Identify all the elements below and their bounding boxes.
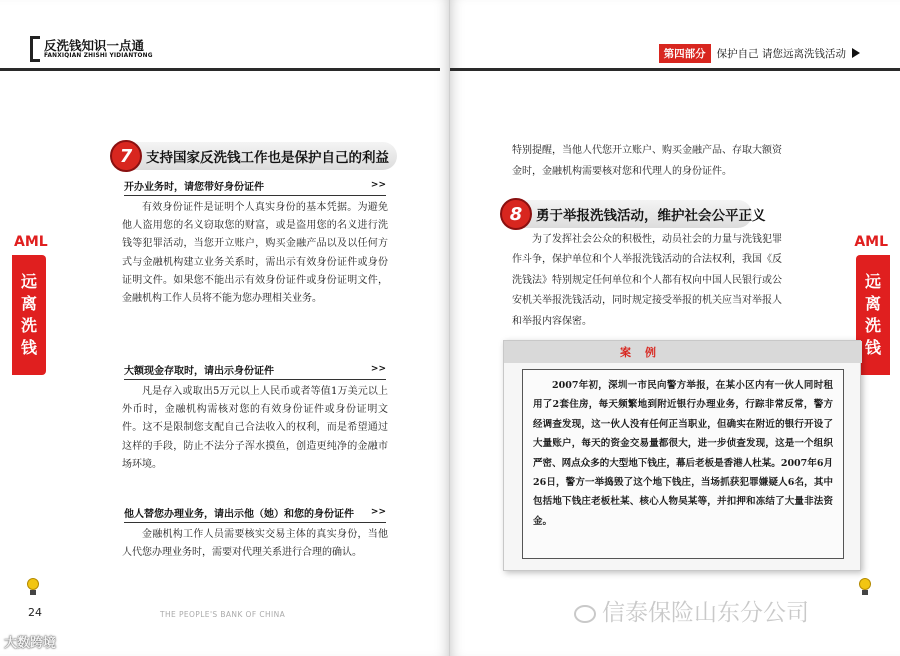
arrow-right-icon bbox=[852, 48, 860, 58]
side-tab-char: 离 bbox=[20, 294, 37, 313]
section-number-badge: 8 bbox=[500, 198, 532, 230]
bracket-icon bbox=[30, 36, 40, 62]
aml-label: AML bbox=[854, 234, 888, 250]
side-tab-char: 远 bbox=[20, 272, 37, 291]
watermark-right bbox=[574, 594, 809, 627]
book-title: 反洗钱知识一点通 bbox=[44, 38, 145, 53]
lightbulb-icon bbox=[26, 578, 40, 596]
part-badge: 第四部分 bbox=[659, 44, 711, 63]
case-text: 2007年初，深圳一市民向警方举报，在某小区内有一伙人同时租用了2套住房，每天频繁地到附近银行办理业务，行踪非常反常，警方经调查发现，这一伙人没有任何正当职业，但确实在附近的银行开设了大量账户，每天的资金交易量都很大，进一步侦查发现，这是一个组织严密、网点众多的大型地下钱庄，幕后老板是香港人杜某。2007年6月26日，警方一举捣毁了这个地下钱庄，当场抓获犯罪嫌疑人6名，其中包括地下钱庄老板杜某、核心人物吴某等，并扣押和冻结了大量非法资金。 bbox=[533, 380, 833, 527]
subsection-heading-1: 开办业务时，请您带好身份证件 >> bbox=[124, 178, 386, 196]
reminder-paragraph: 特别提醒，当他人代您开立账户、购买金融产品、存取大额资金时，金融机构需要核对您和代理人的身份证件。 bbox=[512, 145, 782, 177]
side-tab-char: 钱 bbox=[864, 338, 881, 357]
watermark-right-text: 信泰保险山东分公司 bbox=[602, 600, 809, 626]
section-7-title: 支持国家反洗钱工作也是保护自己的利益 bbox=[146, 150, 389, 166]
lightbulb-icon bbox=[858, 578, 872, 596]
subsection-heading-3: 他人替您办理业务，请出示他（她）和您的身份证件 >> bbox=[124, 505, 386, 523]
chevron-icon: >> bbox=[370, 364, 386, 374]
subsection-text-1: 有效身份证件是证明个人真实身份的基本凭据。为避免他人盗用您的名义窃取您的财富，或是盗用您的名义进行洗钱等犯罪活动，当您开立账户，购买金融产品以及以任何方式与金融机构建立业务关系时，需出示有效身份证件或身份证明文件。如果您不能出示有效身份证件或身份证明文件，金融机构工作人员将不能为您办理相关业务。 bbox=[122, 202, 388, 305]
case-box bbox=[503, 340, 861, 571]
side-tab-char: 钱 bbox=[20, 338, 37, 357]
right-page bbox=[450, 0, 900, 656]
side-tab-char: 远 bbox=[864, 272, 881, 291]
watermark-left: 大数跨境 bbox=[4, 636, 57, 651]
case-content-frame bbox=[522, 369, 844, 559]
side-tab-char: 洗 bbox=[864, 316, 881, 335]
footer-bank-name: THE PEOPLE'S BANK OF CHINA bbox=[160, 610, 286, 619]
wechat-icon bbox=[574, 605, 596, 623]
subsection-text-3: 金融机构工作人员需要核实交易主体的真实身份，当他人代您办理业务时，需要对代理关系进行合理的确认。 bbox=[122, 529, 388, 559]
side-tab-char: 洗 bbox=[20, 316, 37, 335]
subsection-text-2: 凡是存入或取出5万元以上人民币或者等值1万美元以上外币时，金融机构需核对您的有效身份证件或身份证明文件。这不是限制您支配自己合法收入的权利，而是希望通过这样的手段，防止不法分子浑水摸鱼，创造更纯净的金融市场环境。 bbox=[122, 386, 388, 470]
section-8-heading bbox=[502, 200, 766, 228]
part-title: 保护自己 请您远离洗钱活动 bbox=[716, 47, 846, 60]
header-rule bbox=[0, 68, 440, 71]
subsection-heading-2: 大额现金存取时，请出示身份证件 >> bbox=[124, 362, 386, 380]
book-pinyin: FANXIQIAN ZHISHI YIDIANTONG bbox=[44, 53, 153, 59]
header-logo bbox=[30, 36, 180, 66]
case-label: 案例 bbox=[620, 346, 670, 359]
aml-label: AML bbox=[14, 234, 48, 250]
section-7-heading bbox=[112, 142, 397, 170]
chevron-icon: >> bbox=[370, 507, 386, 517]
side-tab-left bbox=[12, 255, 46, 375]
side-tab-char: 离 bbox=[864, 294, 881, 313]
page-number-left: 24 bbox=[28, 606, 42, 619]
section-number-badge: 7 bbox=[110, 140, 142, 172]
section-8-title: 勇于举报洗钱活动，维护社会公平正义 bbox=[536, 208, 766, 224]
chevron-icon: >> bbox=[370, 180, 386, 190]
part-header bbox=[659, 44, 860, 62]
header-rule bbox=[450, 68, 900, 71]
section-8-text: 为了发挥社会公众的积极性，动员社会的力量与洗钱犯罪作斗争，保护单位和个人举报洗钱活动的合法权利，我国《反洗钱法》特别规定任何单位和个人都有权向中国人民银行或公安机关举报洗钱活动，同时规定接受举报的机关应当对举报人和举报内容保密。 bbox=[512, 234, 782, 327]
